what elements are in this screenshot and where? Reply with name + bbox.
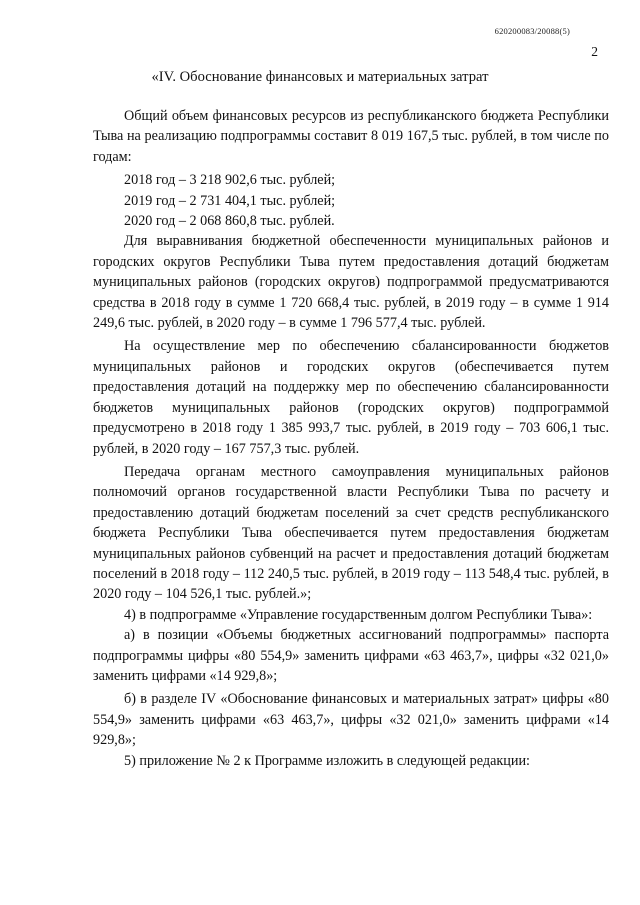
document-body [93, 106, 609, 771]
page-number: 2 [591, 44, 598, 59]
list-item-4b: б) в разделе IV «Обоснование финансовых и материальных затрат» цифры «80 554,9» заменить цифрами «63 463,7», цифры «32 021,0» заменить цифрами «14 929,8»; [93, 691, 609, 749]
document-number: 620200083/20088(5) [494, 26, 570, 36]
year-item-2019: 2019 год – 2 731 404,1 тыс. рублей; [124, 192, 336, 209]
list-item-4: 4) в подпрограмме «Управление государственным долгом Республики Тыва»: [124, 606, 593, 623]
year-item-2020: 2020 год – 2 068 860,8 тыс. рублей. [124, 213, 335, 230]
paragraph-delegation: Передача органам местного самоуправления муниципальных районов полномочий органов государственной власти Республики Тыва по расчету и предоставлению дотаций бюджетам поселений за счет средств республиканского бюджета Республики Тыва обеспечивается путем предоставления бюджетам муниципальных районов субвенций на расчет и предоставления дотаций бюджетам поселений в 2018 году – 112 240,5 тыс. рублей, в 2019 году – 113 548,4 тыс. рублей, в 2020 году – 104 526,1 тыс. рублей.»; [93, 463, 609, 603]
list-item-4a: а) в позиции «Объемы бюджетных ассигнований подпрограммы» паспорта подпрограммы цифры «80 554,9» заменить цифрами «63 463,7», цифры «32 021,0» заменить цифрами «14 929,8»; [93, 627, 609, 684]
paragraph-balance: На осуществление мер по обеспечению сбалансированности бюджетов муниципальных районов и городских округов (обеспечивается путем предоставления дотаций на поддержку мер по обеспечению сбалансированности бюджетов муниципальных районов (городских округов) подпрограммой предусмотрено в 2018 году 1 385 993,7 тыс. рублей, в 2019 году – 703 606,1 тыс. рублей, в 2020 году – 167 757,3 тыс. рублей. [93, 338, 609, 457]
paragraph-total-funding: Общий объем финансовых ресурсов из республиканского бюджета Республики Тыва на реализацию подпрограммы составит 8 019 167,5 тыс. рублей, в том числе по годам: [93, 108, 609, 165]
year-item-2018: 2018 год – 3 218 902,6 тыс. рублей; [124, 172, 336, 189]
list-item-5: 5) приложение № 2 к Программе изложить в следующей редакции: [124, 752, 530, 769]
paragraph-equalization: Для выравнивания бюджетной обеспеченности муниципальных районов и городских округов Республики Тыва путем предоставления дотаций бюджетам муниципальных районов (городских округов) подпрограммой предусматриваются средства в 2018 году в сумме 1 720 668,4 тыс. рублей, в 2019 году – в сумме 1 914 249,6 тыс. рублей, в 2020 году – в сумме 1 796 577,4 тыс. рублей. [93, 233, 609, 332]
section-title: «IV. Обоснование финансовых и материальных затрат [151, 69, 489, 85]
